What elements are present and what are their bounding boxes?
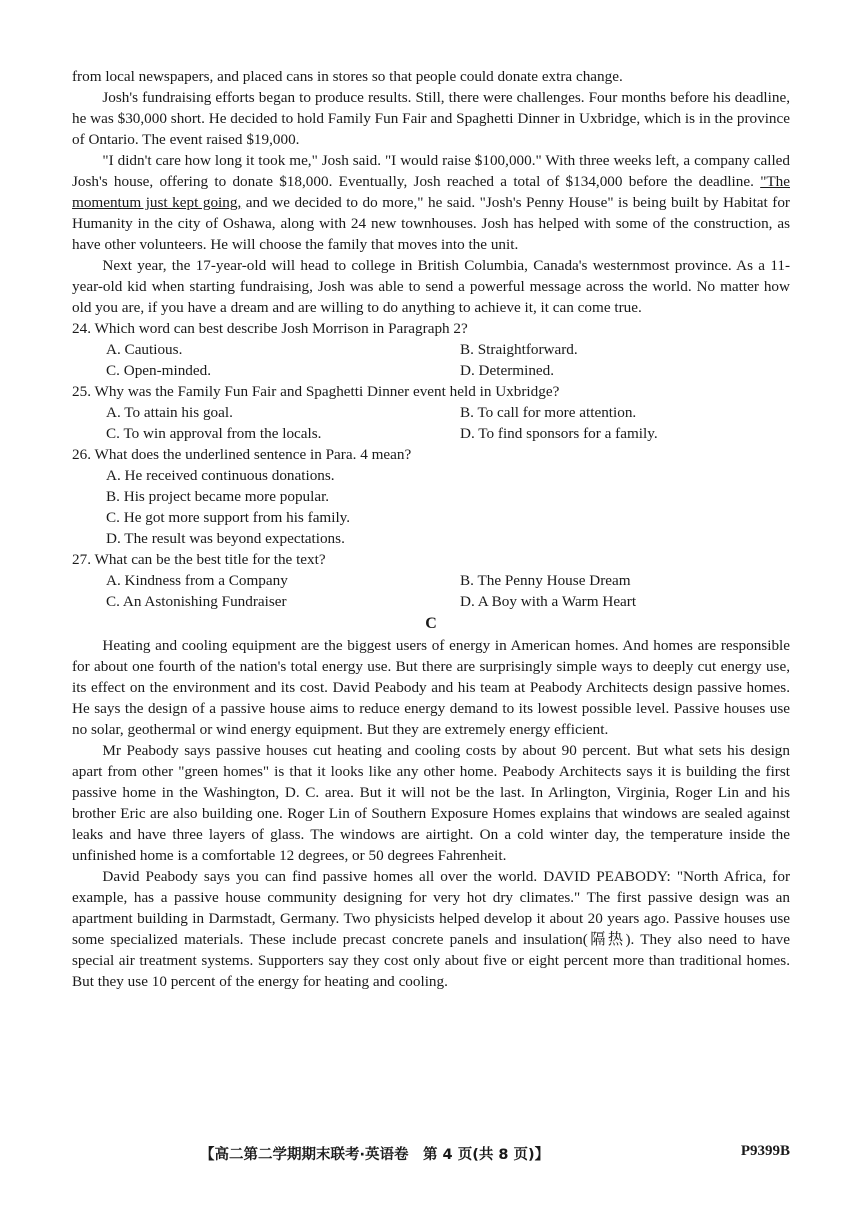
question-option: A. Cautious. bbox=[106, 341, 183, 358]
page-footer bbox=[0, 1143, 860, 1165]
question-option: C. To win approval from the locals. bbox=[106, 425, 322, 442]
question-option: D. To find sponsors for a family. bbox=[460, 425, 658, 442]
underlined-sentence: "The momentum just kept going, bbox=[72, 173, 790, 211]
question-option: B. The Penny House Dream bbox=[460, 572, 631, 589]
question-option: B. Straightforward. bbox=[460, 341, 578, 358]
question-25-stem: 25. Why was the Family Fun Fair and Spaghetti Dinner event held in Uxbridge? bbox=[72, 383, 560, 400]
exam-page bbox=[72, 66, 790, 992]
question-27-stem: 27. What can be the best title for the text? bbox=[72, 551, 326, 568]
question-24-options bbox=[72, 339, 790, 381]
question-option: D. Determined. bbox=[460, 362, 555, 379]
passage-b-paragraph-4: Next year, the 17-year-old will head to college in British Columbia, Canada's westernmost province. As a 11-year-old kid when starting fundraising, Josh was able to send a powerful message across the world. No matter how old you are, if you have a dream and are willing to do anything to achieve it, it can come true. bbox=[72, 257, 790, 316]
question-27-options bbox=[72, 570, 790, 612]
question-option: A. To attain his goal. bbox=[106, 404, 233, 421]
footer-exam-info: 【高二第二学期期末联考·英语卷 第 4 页(共 8 页)】 bbox=[200, 1147, 550, 1163]
passage-b-paragraph-2: Josh's fundraising efforts began to produce results. Still, there were challenges. Four months before his deadline, he was $30,000 short. He decided to hold Family Fun Fair and Spaghetti Dinner in Uxbridge, which is in the province of Ontario. The event raised $19,000. bbox=[72, 89, 790, 148]
section-c-heading: C bbox=[425, 615, 437, 632]
question-option: C. He got more support from his family. bbox=[106, 509, 351, 526]
passage-b-paragraph-3 bbox=[72, 150, 790, 255]
question-option: B. To call for more attention. bbox=[460, 404, 637, 421]
question-option: C. An Astonishing Fundraiser bbox=[106, 593, 287, 610]
passage-c-paragraph-3: David Peabody says you can find passive homes all over the world. DAVID PEABODY: "North Africa, for example, has a passive house community designing for very hot dry climates." The first passive design was an apartment building in Darmstadt, Germany. Two physicists helped develop it about 20 years ago. Passive houses use some specialized materials. These include precast concrete panels and insulation(隔热). They also need to have special air treatment systems. Supporters say they cost only about five or eight percent more than traditional homes. But they use 10 percent of the energy for heating and cooling. bbox=[72, 868, 790, 990]
question-option: D. A Boy with a Warm Heart bbox=[460, 593, 637, 610]
question-24-stem: 24. Which word can best describe Josh Morrison in Paragraph 2? bbox=[72, 320, 468, 337]
question-option: B. His project became more popular. bbox=[106, 488, 330, 505]
question-option: C. Open-minded. bbox=[106, 362, 212, 379]
paragraph-3-text-after: and we decided to do more," he said. "Josh's Penny House" is being built by Habitat for Humanity in the city of Oshawa, along with 24 new townhouses. Josh has helped with some of the construction, as have other volunteers. He will choose the family that moves into the unit. bbox=[72, 194, 790, 253]
question-option: A. Kindness from a Company bbox=[106, 572, 288, 589]
passage-c-paragraph-2: Mr Peabody says passive houses cut heating and cooling costs by about 90 percent. But what sets his design apart from other "green homes" is that it looks like any other home. Peabody Architects says it is building the first passive home in the Washington, D. C. area. But it will not be the last. In Arlington, Virginia, Roger Lin and his brother Eric are also building one. Roger Lin of Southern Exposure Homes explains that windows are sealed against leaks and have three layers of glass. The windows are airtight. On a cold winter day, the temperature inside the unfinished home is a comfortable 12 degrees, or 50 degrees Fahrenheit. bbox=[72, 742, 790, 864]
question-25-options bbox=[72, 402, 790, 444]
question-option: D. The result was beyond expectations. bbox=[106, 530, 345, 547]
passage-b-paragraph-1-end: from local newspapers, and placed cans in stores so that people could donate extra change. bbox=[72, 68, 623, 85]
question-26-stem: 26. What does the underlined sentence in Para. 4 mean? bbox=[72, 446, 412, 463]
question-option: A. He received continuous donations. bbox=[106, 467, 335, 484]
paragraph-3-text-before: "I didn't care how long it took me," Josh said. "I would raise $100,000." With three weeks left, a company called Josh's house, offering to donate $18,000. Eventually, Josh reached a total of $134,000 before the deadline. bbox=[72, 152, 790, 190]
question-26-options bbox=[72, 465, 790, 549]
footer-paper-code: P9399B bbox=[740, 1143, 790, 1159]
passage-c-paragraph-1: Heating and cooling equipment are the biggest users of energy in American homes. And homes are responsible for about one fourth of the nation's total energy use. But there are surprisingly simple ways to deeply cut energy use, its effect on the environment and its cost. David Peabody and his team at Peabody Architects design passive homes. He says the design of a passive house aims to reduce energy demand to its lowest possible level. Passive houses use no solar, geothermal or wind energy equipment. But they are extremely energy efficient. bbox=[72, 637, 790, 738]
